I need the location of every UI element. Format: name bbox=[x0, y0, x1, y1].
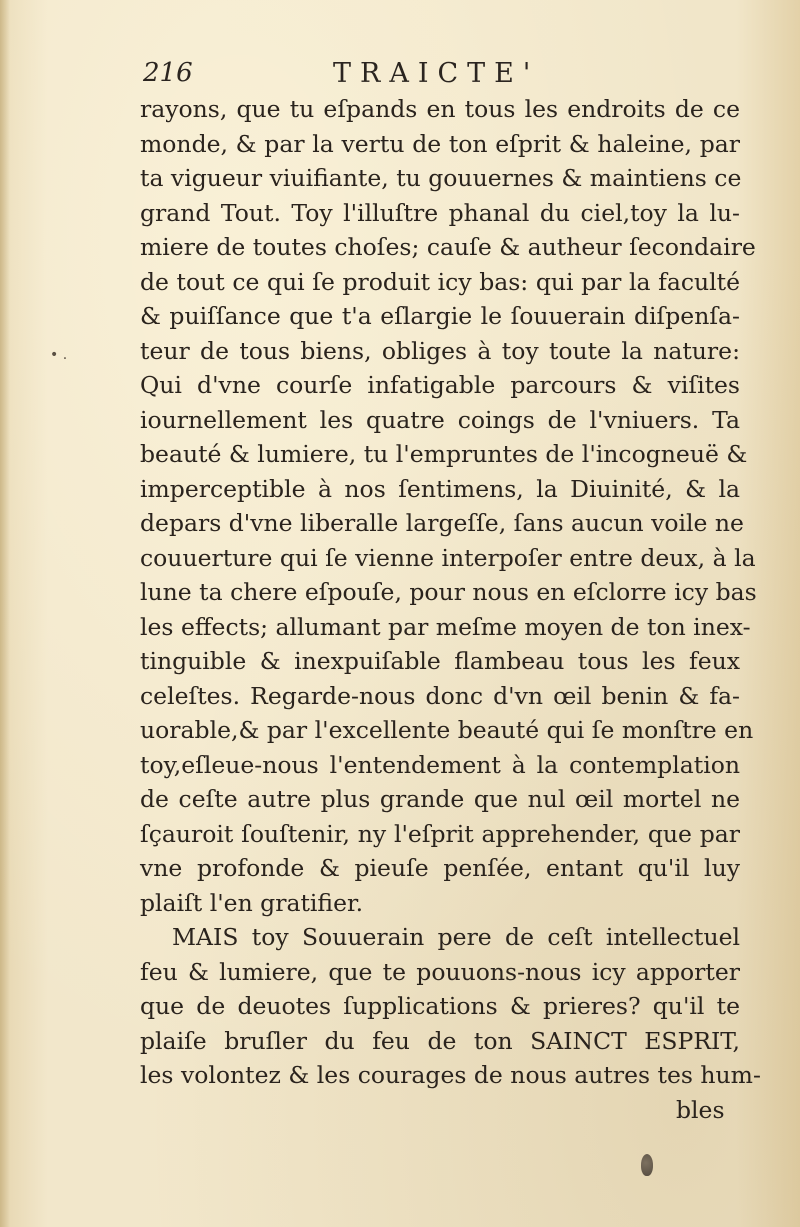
text-line: plaiſt l'en gratifier. bbox=[140, 888, 364, 917]
ink-stain bbox=[641, 1154, 653, 1176]
text-line: lune ta chere eſpouſe, pour nous en eſclorre icy bas bbox=[140, 578, 757, 606]
text-line: monde, & par la vertu de ton eſprit & haleine, par bbox=[140, 129, 740, 158]
text-line: couuerture qui ſe vienne interpoſer entre deux, à la bbox=[140, 543, 756, 572]
text-line: de tout ce qui ſe produit icy bas: qui par la faculté bbox=[140, 267, 740, 296]
body-text bbox=[140, 92, 761, 1093]
catchword: bles bbox=[676, 1096, 725, 1124]
text-line: vne profonde & pieuſe penſée, entant qu'il luy bbox=[140, 854, 740, 882]
text-line: feu & lumiere, que te pouuons-nous icy apporter bbox=[140, 957, 740, 986]
text-line: celeſtes. Regarde-nous donc d'vn œil benin & fa- bbox=[140, 681, 740, 710]
running-head: TRAICTE' bbox=[333, 58, 540, 89]
page-edge-shadow bbox=[0, 0, 10, 1227]
text-line: imperceptible à nos ſentimens, la Diuinité, & la bbox=[140, 474, 740, 503]
text-line: rayons, que tu eſpands en tous les endroits de ce bbox=[140, 95, 740, 123]
text-line: de ceſte autre plus grande que nul œil mortel ne bbox=[140, 785, 740, 813]
text-line: Qui d'vne courſe infatigable parcours & viſites bbox=[140, 371, 740, 399]
text-line: beauté & lumiere, tu l'empruntes de l'incogneuë & bbox=[140, 440, 748, 468]
text-line: tinguible & inexpuiſable flambeau tous les feux bbox=[140, 647, 740, 675]
text-line: uorable,& par l'excellente beauté qui ſe monſtre en bbox=[140, 716, 754, 744]
page-number: 216 bbox=[143, 58, 193, 88]
text-line: teur de tous biens, obliges à toy toute la nature: bbox=[140, 336, 740, 365]
text-line: ſçauroit ſouſtenir, ny l'eſprit apprehender, que par bbox=[140, 819, 740, 848]
text-line: iournellement les quatre coings de l'vniuers. Ta bbox=[140, 405, 740, 434]
text-line: depars d'vne liberalle largeſſe, ſans aucun voile ne bbox=[140, 509, 744, 537]
text-line: toy,eſleue-nous l'entendement à la contemplation bbox=[140, 750, 740, 779]
margin-mark: • . bbox=[50, 347, 68, 363]
text-line: MAIS toy Souuerain pere de ceſt intellectuel bbox=[172, 923, 740, 951]
text-line: miere de toutes choſes; cauſe & autheur ſecondaire bbox=[140, 233, 756, 261]
text-line: grand Tout. Toy l'illuſtre phanal du ciel,toy la lu- bbox=[140, 198, 740, 227]
text-line: & puiſſance que t'a eſlargie le ſouuerain diſpenſa- bbox=[140, 302, 740, 330]
text-line: les volontez & les courages de nous autres tes hum- bbox=[140, 1061, 761, 1089]
text-line: les effects; allumant par meſme moyen de ton inex- bbox=[140, 612, 751, 641]
text-line: plaiſe bruſler du feu de ton SAINCT ESPRIT, bbox=[140, 1026, 740, 1055]
text-line: ta vigueur viuifiante, tu gouuernes & maintiens ce bbox=[140, 164, 742, 192]
text-line: que de deuotes ſupplications & prieres? qu'il te bbox=[140, 992, 740, 1020]
